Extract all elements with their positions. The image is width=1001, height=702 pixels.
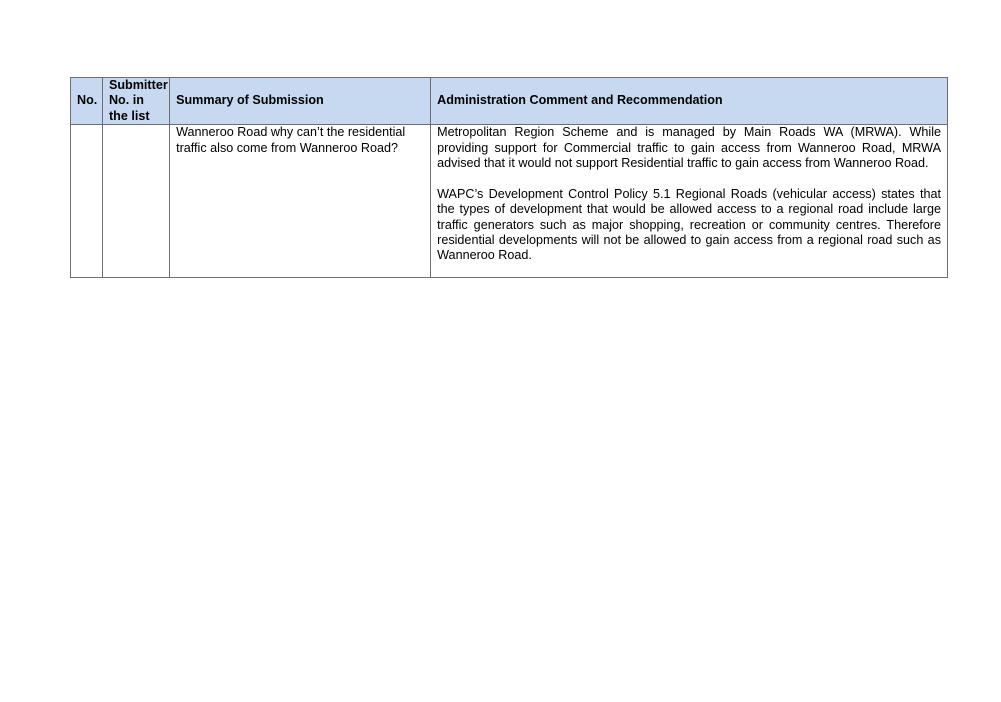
cell-submitter-no [102,125,169,278]
header-summary-of-submission: Summary of Submission [170,78,431,125]
table-body [71,125,948,278]
cell-comment [431,125,948,278]
submissions-table [70,77,948,278]
header-row [71,78,948,125]
summary-text: Wanneroo Road why can’t the residential traffic also come from Wanneroo Road? [176,125,406,155]
comment-paragraph-1: Metropolitan Region Scheme and is managed by Main Roads WA (MRWA). While providing support for Commercial traffic to gain access from Wanneroo Road, MRWA advised that it would not support Residential traffic to gain access from Wanneroo Road. [437,125,941,171]
header-no: No. [71,78,103,125]
table-row [71,125,948,278]
cell-no [71,125,103,278]
comment-paragraph-2: WAPC’s Development Control Policy 5.1 Regional Roads (vehicular access) states that the types of development that would be allowed access to a regional road include large traffic generators such as major shopping, recreation or community centres. Therefore residential developments will not be allowed to gain access from a regional road such as Wanneroo Road. [437,186,941,263]
table-header [71,78,948,125]
header-submitter-no: Submitter No. in the list [102,78,169,125]
header-administration-comment: Administration Comment and Recommendation [431,78,948,125]
cell-summary [170,125,431,278]
